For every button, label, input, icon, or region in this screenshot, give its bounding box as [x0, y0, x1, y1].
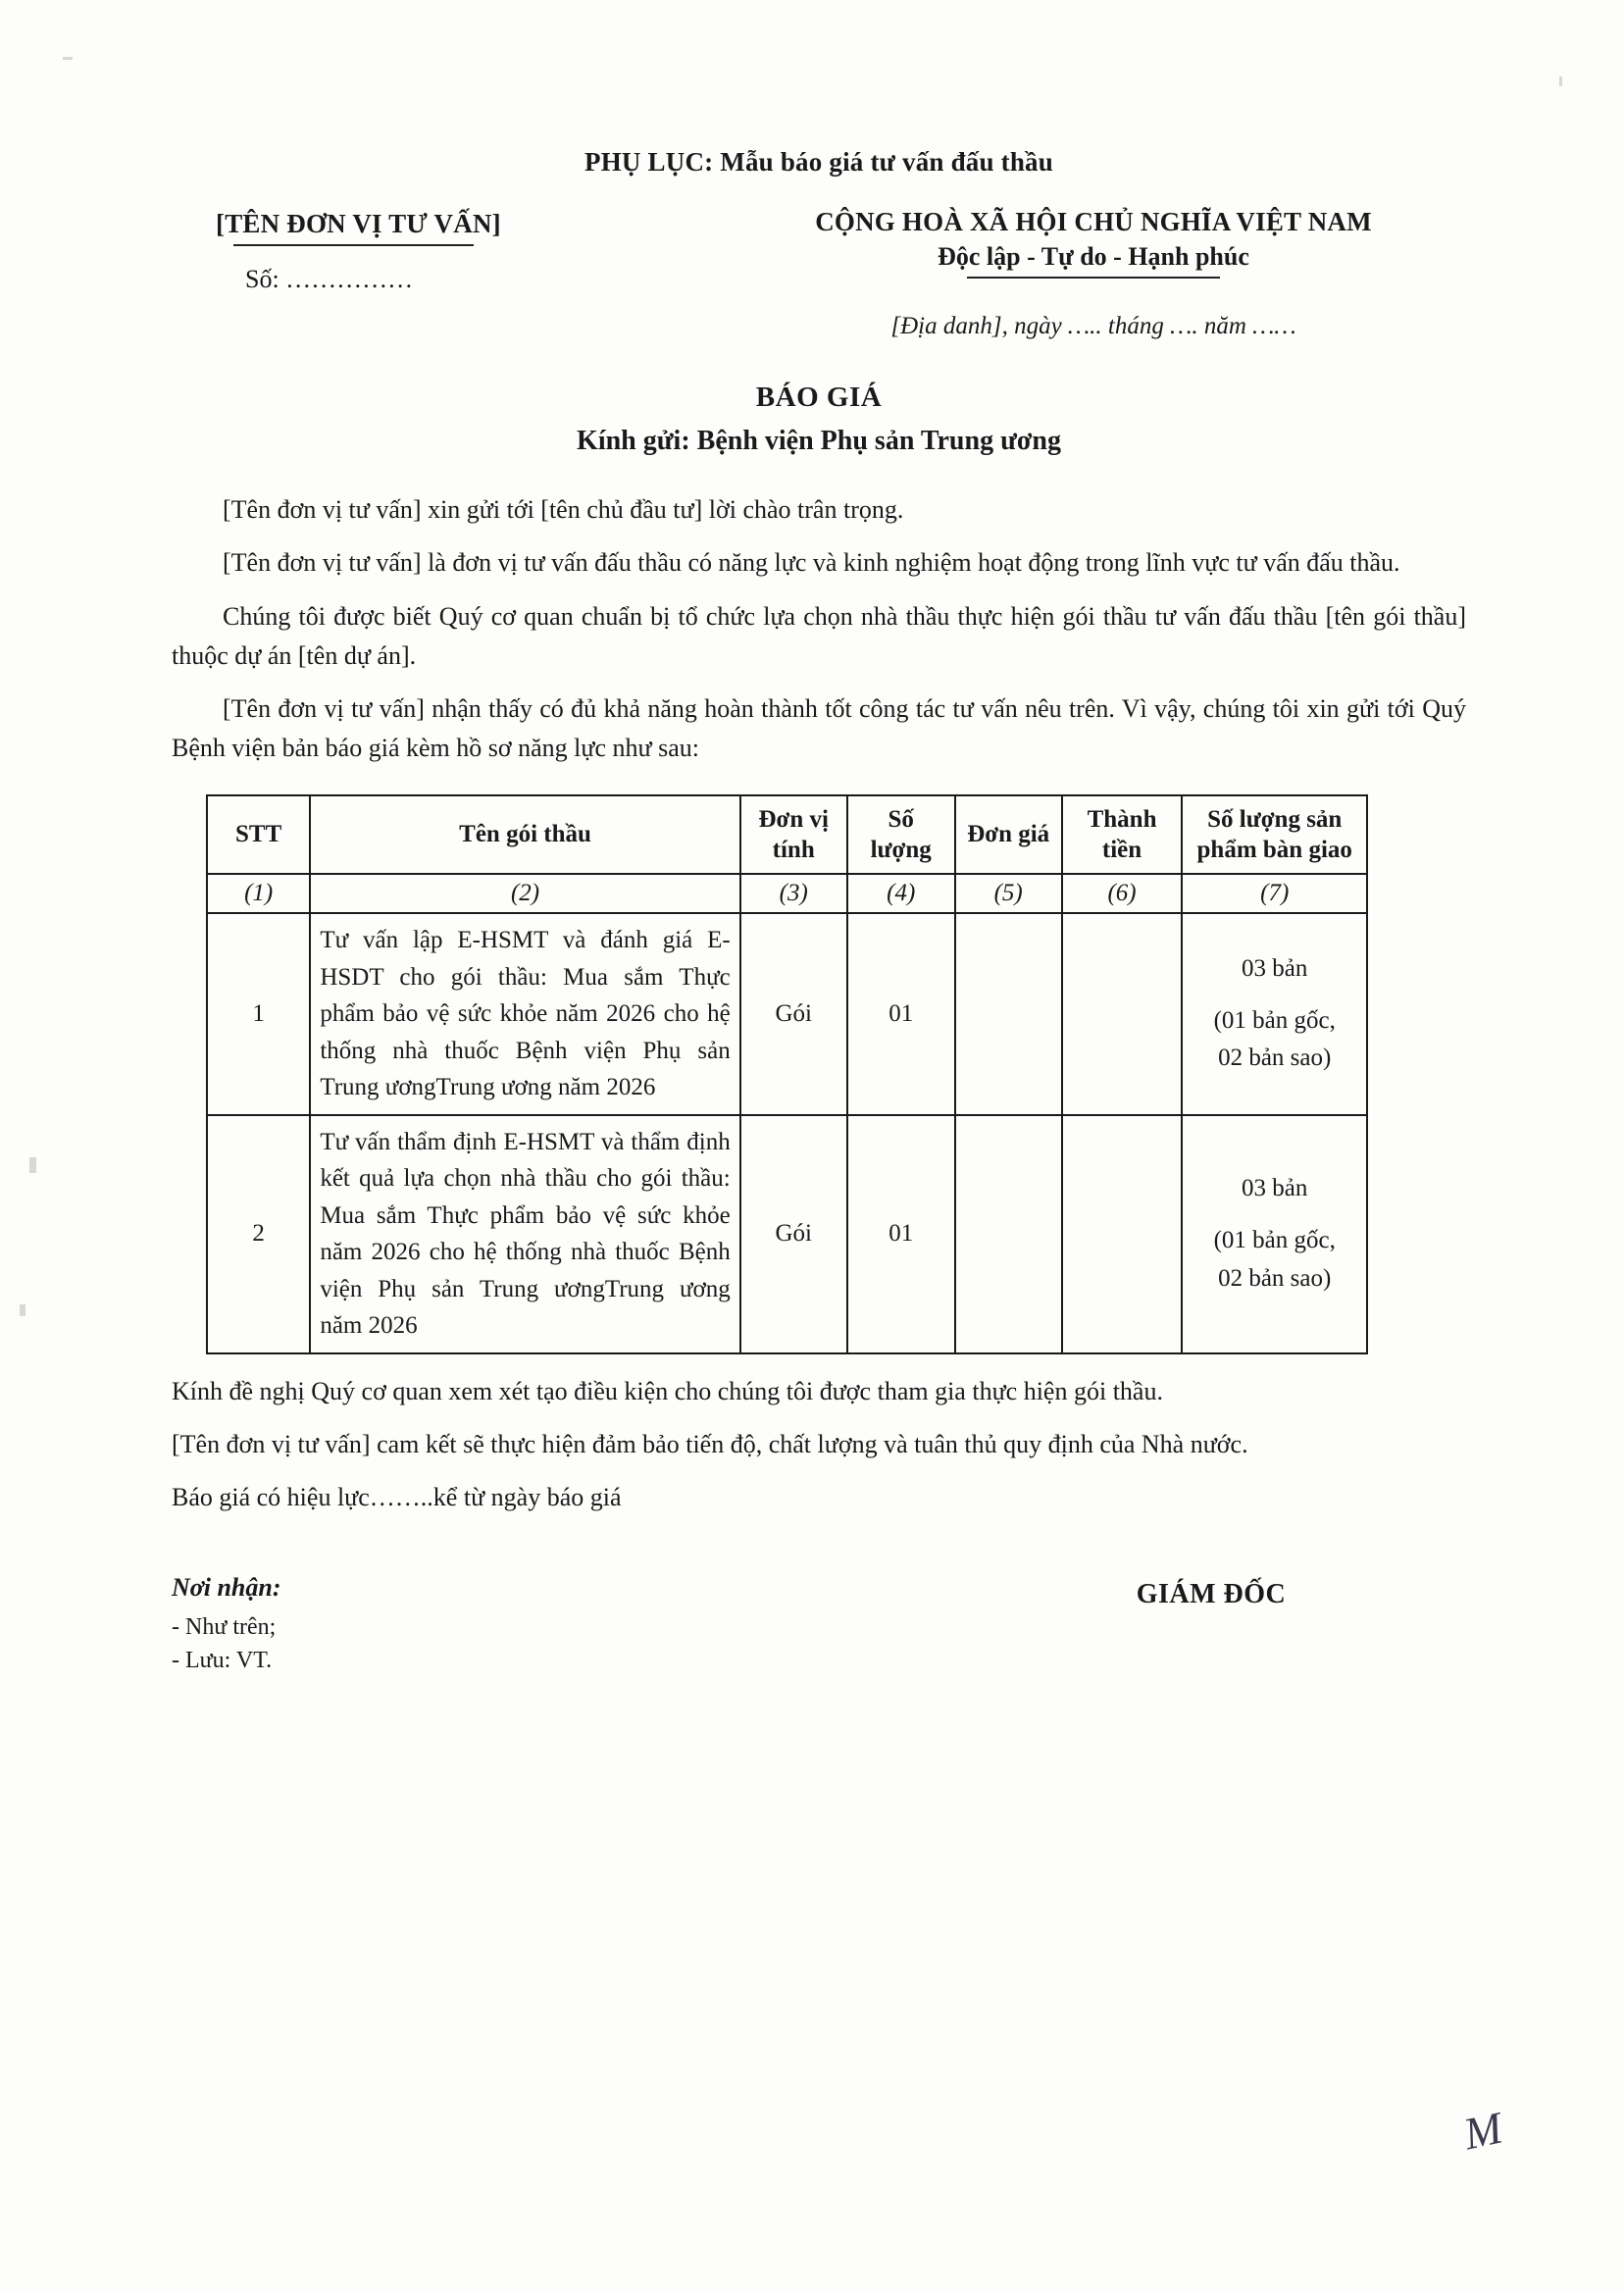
page-title: PHỤ LỤC: Mẫu báo giá tư vấn đấu thầu [584, 147, 1053, 177]
document-number: Số: …………… [245, 265, 414, 293]
national-block [721, 205, 1466, 340]
closing-paragraph-2: [Tên đơn vị tư vấn] cam kết sẽ thực hiện đảm bảo tiến độ, chất lượng và tuân thủ quy định của Nhà nước. [172, 1430, 1248, 1459]
row2-price [955, 1115, 1062, 1353]
row1-unit: Gói [740, 913, 847, 1115]
header-package: Tên gói thầu [310, 795, 739, 875]
row2-total [1062, 1115, 1183, 1353]
colnum-2: (2) [310, 874, 739, 913]
colnum-4: (4) [847, 874, 955, 913]
scan-mark-left-edge [29, 1157, 36, 1173]
row1-delivery [1182, 913, 1367, 1115]
row2-delivery [1182, 1115, 1367, 1353]
row1-delivery-line2: (01 bản gốc, [1213, 1006, 1336, 1034]
header-price: Đơn giá [955, 795, 1062, 875]
scan-mark-top-right [1559, 76, 1562, 86]
row2-delivery-line3: 02 bản sao) [1218, 1264, 1332, 1292]
colnum-5: (5) [955, 874, 1062, 913]
recipient-item: - Lưu: VT. [172, 1648, 273, 1674]
row1-delivery-line1: 03 bản [1242, 954, 1308, 982]
header-delivery: Số lượng sản phẩm bàn giao [1182, 795, 1367, 875]
colnum-7: (7) [1182, 874, 1367, 913]
row1-total [1062, 913, 1183, 1115]
row2-delivery-line1: 03 bản [1242, 1175, 1308, 1202]
closing-paragraph-3: Báo giá có hiệu lực……..kể từ ngày báo giá [172, 1483, 622, 1512]
row1-price [955, 913, 1062, 1115]
row1-qty: 01 [847, 913, 955, 1115]
header-stt: STT [207, 795, 310, 875]
quotation-heading: BÁO GIÁ [755, 382, 883, 413]
scan-mark-top-left [63, 57, 73, 60]
colnum-6: (6) [1062, 874, 1183, 913]
row2-unit: Gói [740, 1115, 847, 1353]
table-header-row [207, 795, 1367, 875]
recipient-item: - Như trên; [172, 1613, 277, 1640]
row2-qty: 01 [847, 1115, 955, 1353]
quotation-table [206, 794, 1368, 1354]
row2-name: Tư vấn thẩm định E-HSMT và thẩm định kết quả lựa chọn nhà thầu cho gói thầu: Mua sắm Thực phẩm bảo vệ sức khỏe năm 2026 cho hệ thống nhà thuốc Bệnh viện Phụ sản Trung ươngTrung ương năm 2026 [310, 1115, 739, 1353]
row1-name: Tư vấn lập E-HSMT và đánh giá E-HSDT cho gói thầu: Mua sắm Thực phẩm bảo vệ sức khỏe năm 2026 cho hệ thống nhà thuốc Bệnh viện Phụ sản Trung ươngTrung ương năm 2026 [310, 913, 739, 1115]
paragraph-3: Chúng tôi được biết Quý cơ quan chuẩn bị tổ chức lựa chọn nhà thầu thực hiện gói thầu tư vấn đấu thầu [tên gói thầu] thuộc dự án [tên dự án]. [172, 601, 1466, 670]
colnum-1: (1) [207, 874, 310, 913]
handwritten-signature: M [1458, 2102, 1506, 2160]
issuer-block [172, 205, 628, 294]
place-date-line: [Địa danh], ngày ….. tháng …. năm …… [890, 313, 1296, 339]
table-row [207, 913, 1367, 1115]
header-quantity: Số lượng [847, 795, 955, 875]
motto-line: Độc lập - Tự do - Hạnh phúc [938, 242, 1249, 271]
paragraph-2: [Tên đơn vị tư vấn] là đơn vị tư vấn đấu thầu có năng lực và kinh nghiệm hoạt động trong lĩnh vực tư vấn đấu thầu. [223, 548, 1400, 578]
signature-area [172, 1573, 1466, 1679]
table-column-number-row [207, 874, 1367, 913]
colnum-3: (3) [740, 874, 847, 913]
director-title: GIÁM ĐỐC [1136, 1578, 1287, 1609]
header-unit: Đơn vị tính [740, 795, 847, 875]
letter-header [172, 205, 1466, 340]
paragraph-1: [Tên đơn vị tư vấn] xin gửi tới [tên chủ đầu tư] lời chào trân trọng. [223, 495, 904, 524]
document-body [172, 147, 1466, 1678]
recipients-title: Nơi nhận: [172, 1572, 281, 1602]
row2-delivery-line2: (01 bản gốc, [1213, 1226, 1336, 1253]
nation-line: CỘNG HOÀ XÃ HỘI CHỦ NGHĨA VIỆT NAM [815, 207, 1372, 236]
row1-stt: 1 [207, 913, 310, 1115]
scan-mark-left-edge-2 [20, 1304, 25, 1316]
paragraph-4: [Tên đơn vị tư vấn] nhận thấy có đủ khả năng hoàn thành tốt công tác tư vấn nêu trên. Vì vậy, chúng tôi xin gửi tới Quý Bệnh viện bản báo giá kèm hồ sơ năng lực như sau: [172, 694, 1466, 763]
closing-paragraph-1: Kính đề nghị Quý cơ quan xem xét tạo điều kiện cho chúng tôi được tham gia thực hiện gói thầu. [172, 1376, 1163, 1405]
header-total: Thành tiền [1062, 795, 1183, 875]
recipients-block [172, 1573, 721, 1679]
issuer-name: [TÊN ĐƠN VỊ TƯ VẤN] [216, 209, 501, 238]
row1-delivery-line3: 02 bản sao) [1218, 1045, 1332, 1072]
addressee-line: Kính gửi: Bệnh viện Phụ sản Trung ương [577, 426, 1061, 456]
row2-stt: 2 [207, 1115, 310, 1353]
table-row [207, 1115, 1367, 1353]
